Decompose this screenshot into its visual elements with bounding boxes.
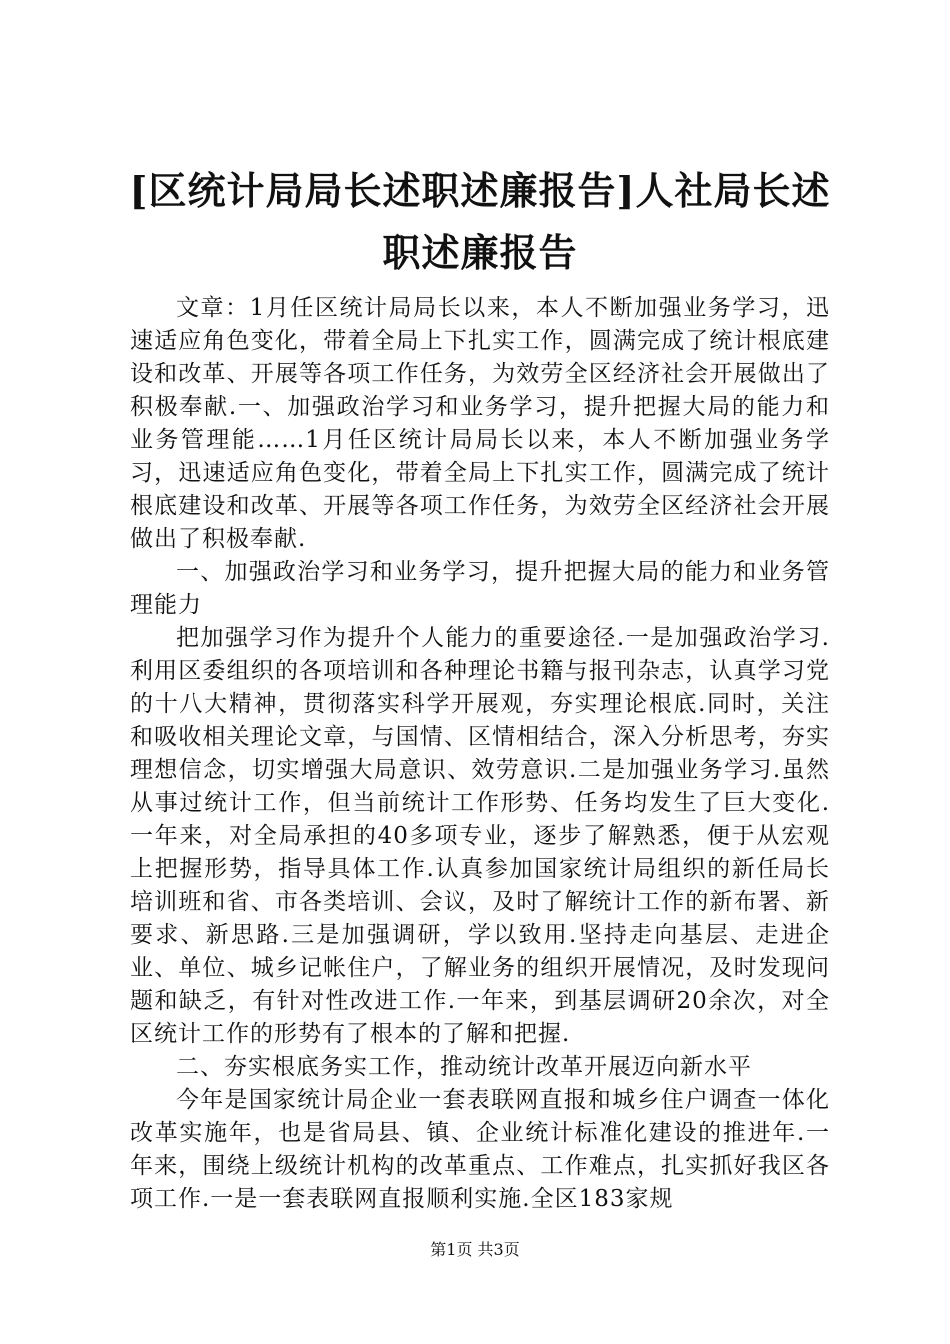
section-heading-2: 二、夯实根底务实工作，推动统计改革开展迈向新水平 (176, 1054, 752, 1080)
paragraph-intro: 文章：1月任区统计局局长以来，本人不断加强业务学习，迅速适应角色变化，带着全局上下扎实工作，圆满完成了统计根底建设和改革、开展等各项工作任务，为效劳全区经济社会开展做出了积极奉献.一、加强政治学习和业务学习，提升把握大局的能力和业务管理能……1月任区统计局局长以来，本人不断加强业务学习，迅速适应角色变化，带着全局上下扎实工作，圆满完成了统计根底建设和改革、开展等各项工作任务，为效劳全区经济社会开展做出了积极奉献. (130, 295, 830, 552)
paragraph-study: 把加强学习作为提升个人能力的重要途径.一是加强政治学习.利用区委组织的各项培训和各种理论书籍与报刊杂志，认真学习党的十八大精神，贯彻落实科学开展观，夯实理论根底.同时，关注和吸收相关理论文章，与国情、区情相结合，深入分析思考，夯实理想信念，切实增强大局意识、效劳意识.二是加强业务学习.虽然从事过统计工作，但当前统计工作形势、任务均发生了巨大变化.一年来，对全局承担的40多项专业，逐步了解熟悉，便于从宏观上把握形势，指导具体工作.认真参加国家统计局组织的新任局长培训班和省、市各类培训、会议，及时了解统计工作的新布署、新要求、新思路.三是加强调研，学以致用.坚持走向基层、走进企业、单位、城乡记帐住户，了解业务的组织开展情况，及时发现问题和缺乏，有针对性改进工作.一年来，到基层调研20余次，对全区统计工作的形势有了根本的了解和把握. (130, 625, 830, 1047)
document-body (130, 292, 830, 1216)
paragraph-reform: 今年是国家统计局企业一套表联网直报和城乡住户调查一体化改革实施年，也是省局县、镇、企业统计标准化建设的推进年.一年来，围绕上级统计机构的改革重点、工作难点，扎实抓好我区各项工作.一是一套表联网直报顺利实施.全区183家规 (130, 1087, 830, 1212)
section-heading-1: 一、加强政治学习和业务学习，提升把握大局的能力和业务管理能力 (130, 559, 830, 618)
page-footer: 第1页 共3页 (430, 1240, 520, 1259)
document-title: [区统计局局长述职述廉报告]人社局长述职述廉报告 (129, 168, 831, 275)
